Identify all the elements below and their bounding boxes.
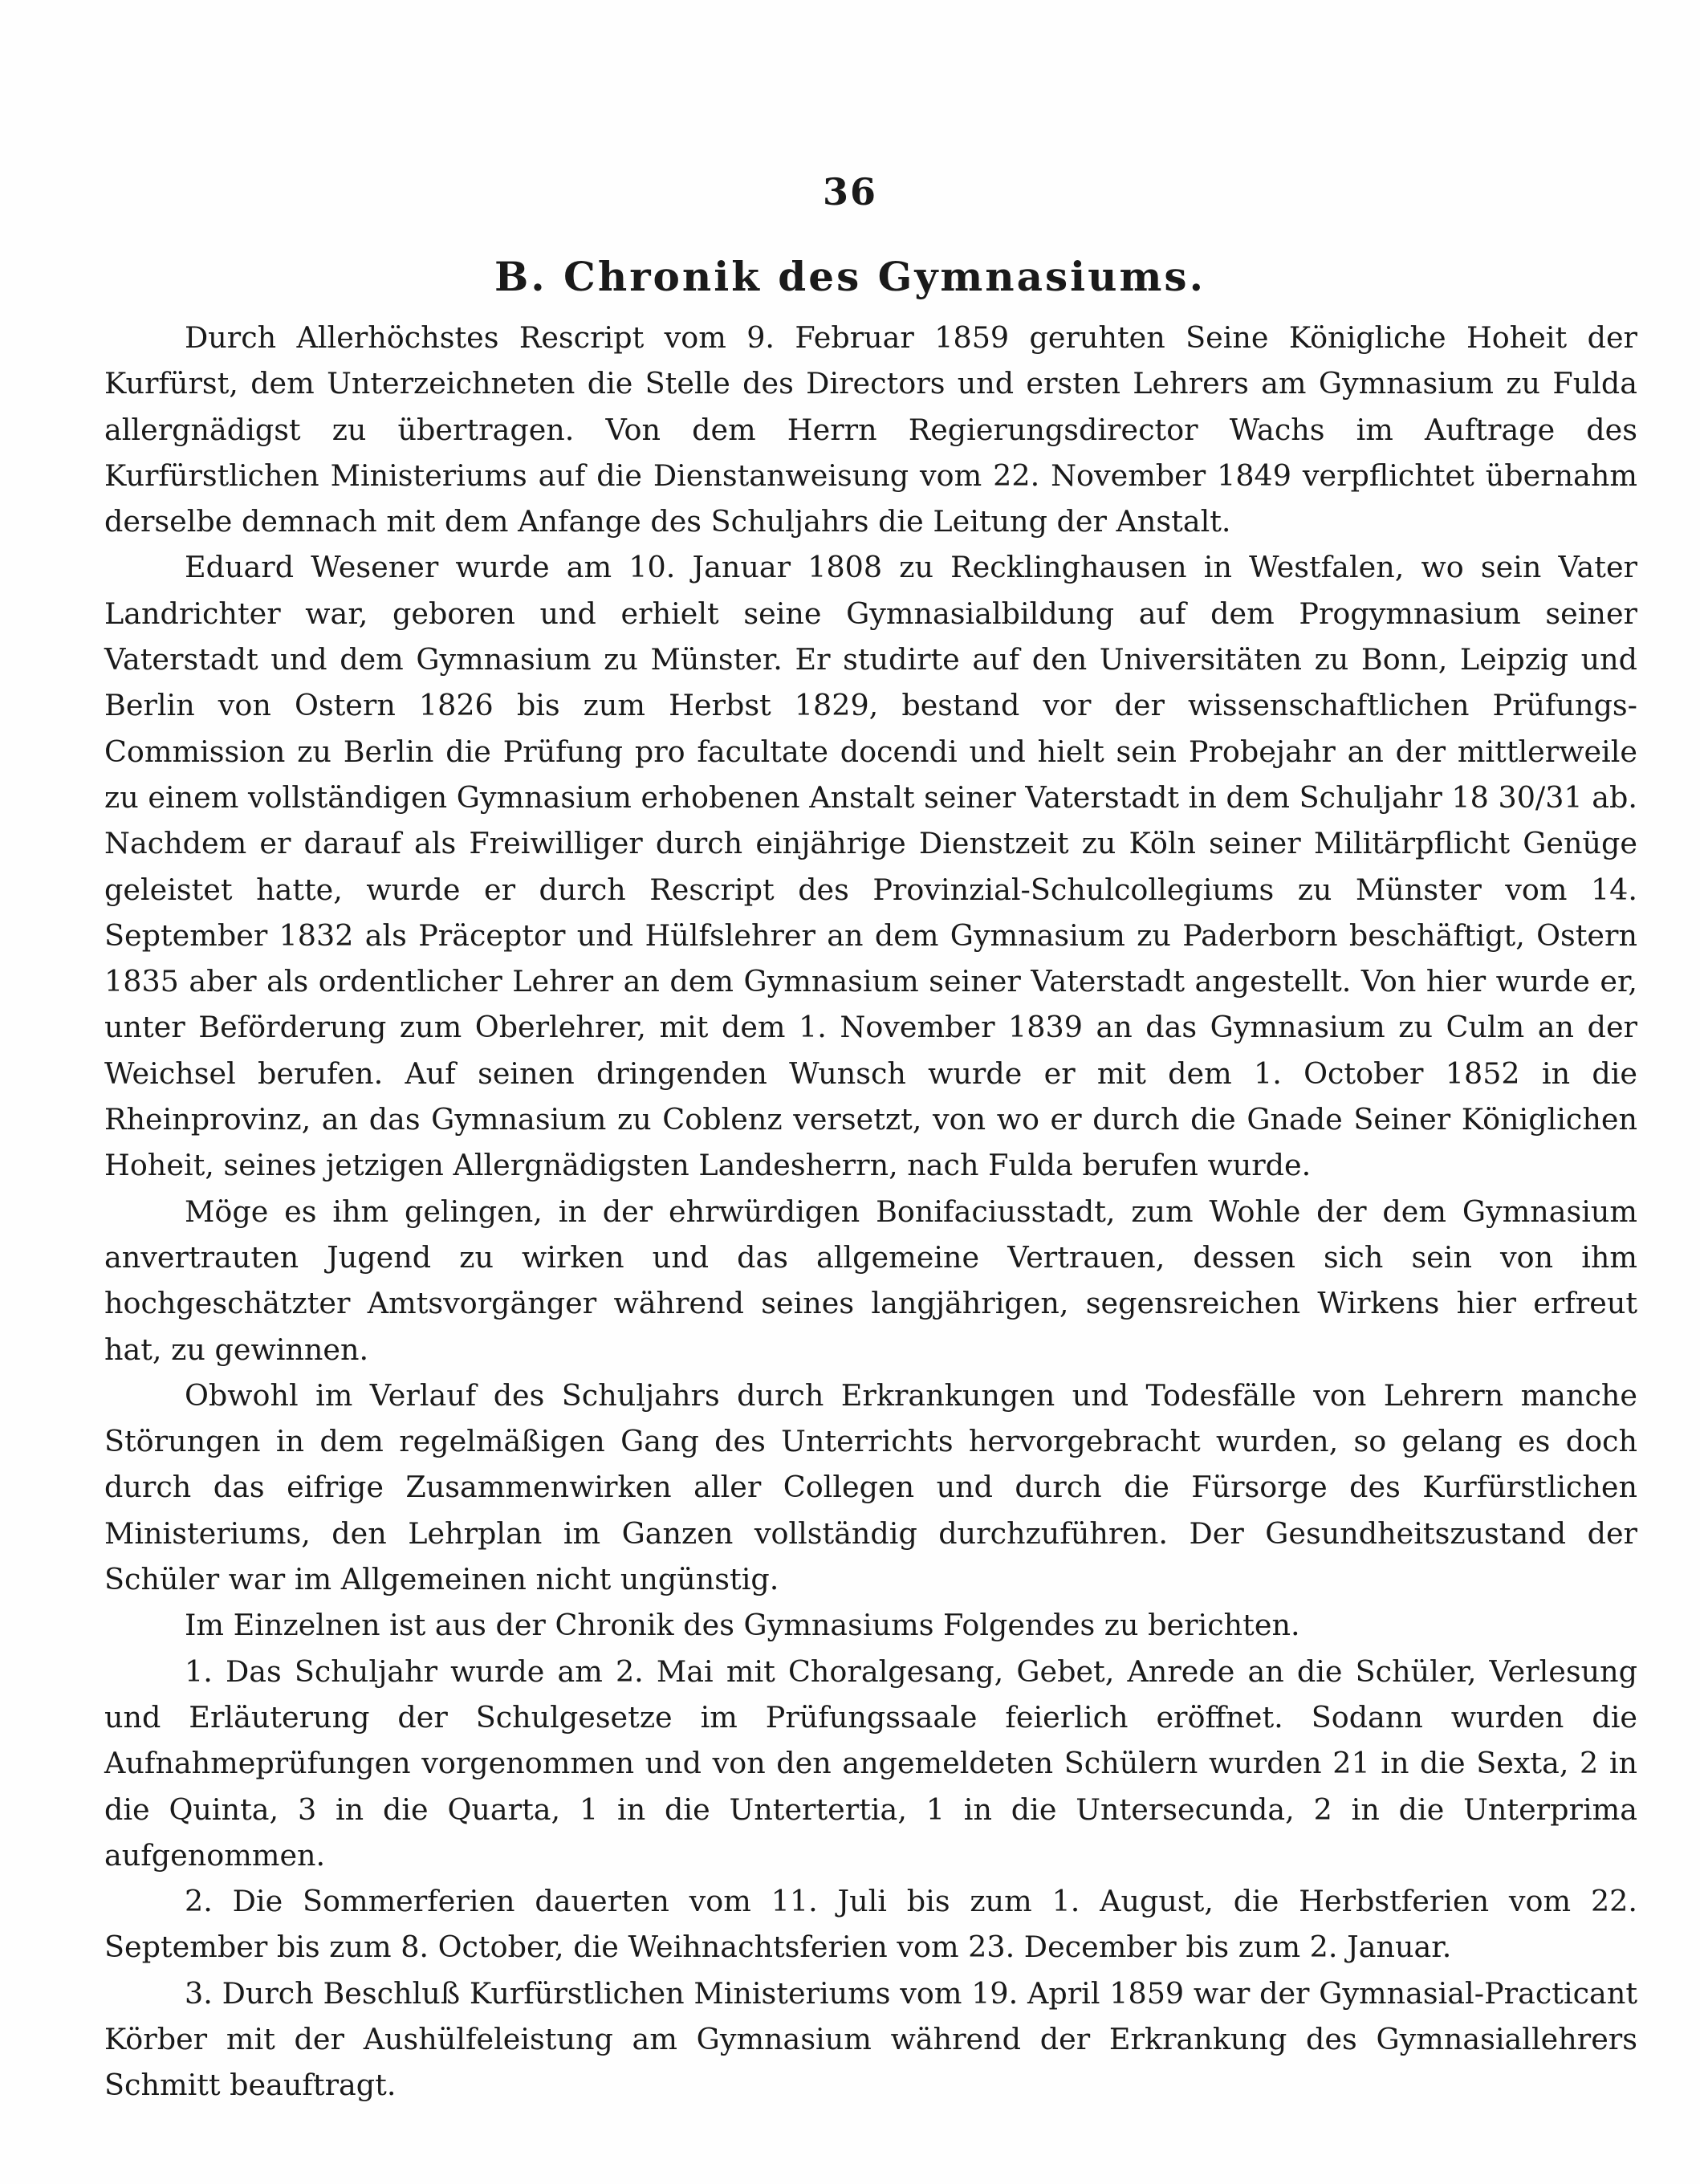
section-heading: B. Chronik des Gymnasiums. <box>494 253 1206 300</box>
paragraph-wishes: Möge es ihm gelingen, in der ehrwürdigen Bonifaciusstadt, zum Wohle der dem Gymnasium anvertrauten Jugend zu wirken und das allgemeine Vertrauen, dessen sich sein von ihm hochgeschätzter Amtsvorgänger während seines langjährigen, segensreichen Wirkens hier erfreut hat, zu gewinnen. <box>104 1194 1637 1367</box>
list-item-3: 3. Durch Beschluß Kurfürstlichen Ministeriums vom 19. April 1859 war der Gymnasial-Practicant Körber mit der Aushülfeleistung am Gymnasium während der Erkrankung des Gymnasiallehrers Schmitt beauftragt. <box>104 1975 1637 2103</box>
paragraph-chronicle-intro: Im Einzelnen ist aus der Chronik des Gymnasiums Folgendes zu berichten. <box>185 1608 1300 1643</box>
list-item-1: 1. Das Schuljahr wurde am 2. Mai mit Choralgesang, Gebet, Anrede an die Schüler, Verlesung und Erläuterung der Schulgesetze im Prüfungssaale feierlich eröffnet. Sodann wurden die Aufnahmeprüfungen vorgenommen und von den angemeldeten Schülern wurden 21 in die Sexta, 2 in die Quinta, 3 in die Quarta, 1 in die Untertertia, 1 in die Untersecunda, 2 in die Unterprima aufgenommen. <box>104 1653 1637 1873</box>
paragraph-biography: Eduard Wesener wurde am 10. Januar 1808 zu Recklinghausen in Westfalen, wo sein Vater Landrichter war, geboren und erhielt seine Gymnasialbildung auf dem Progymnasium seiner Vaterstadt und dem Gymnasium zu Münster. Er studirte auf den Universitäten zu Bonn, Leipzig und Berlin von Ostern 1826 bis zum Herbst 1829, bestand vor der wissenschaftlichen Prüfungs-Commission zu Berlin die Prüfung pro facultate docendi und hielt sein Probejahr an der mittlerweile zu einem vollständigen Gymnasium erhobenen Anstalt seiner Vaterstadt in dem Schuljahr 18 30/31 ab. Nachdem er darauf als Freiwilliger durch einjährige Dienstzeit zu Köln seiner Militärpflicht Genüge geleistet hatte, wurde er durch Rescript des Provinzial-Schulcollegiums zu Münster vom 14. September 1832 als Präceptor und Hülfslehrer an dem Gymnasium zu Paderborn beschäftigt, Ostern 1835 aber als ordentlicher Lehrer an dem Gymnasium seiner Vaterstadt angestellt. Von hier wurde er, unter Beförderung zum Oberlehrer, mit dem 1. November 1839 an das Gymnasium zu Culm an der Weichsel berufen. Auf seinen dringenden Wunsch wurde er mit dem 1. October 1852 in die Rheinprovinz, an das Gymnasium zu Coblenz versetzt, von wo er durch die Gnade Seiner Königlichen Hoheit, seines jetzigen Allergnädigsten Landesherrn, nach Fulda berufen wurde. <box>104 550 1637 1183</box>
page-number: 36 <box>822 170 877 214</box>
paragraph-appointment: Durch Allerhöchstes Rescript vom 9. Februar 1859 geruhten Seine Königliche Hoheit der Kurfürst, dem Unterzeichneten die Stelle des Directors und ersten Lehrers am Gymnasium zu Fulda allergnädigst zu übertragen. Von dem Herrn Regierungsdirector Wachs im Auftrage des Kurfürstlichen Ministeriums auf die Dienstanweisung vom 22. November 1849 verpflichtet übernahm derselbe demnach mit dem Anfange des Schuljahrs die Leitung der Anstalt. <box>104 320 1637 539</box>
list-item-2: 2. Die Sommerferien dauerten vom 11. Juli bis zum 1. August, die Herbstferien vom 22. September bis zum 8. October, die Weihnachtsferien vom 23. December bis zum 2. Januar. <box>104 1884 1637 1965</box>
body-text <box>104 315 1637 2109</box>
paragraph-school-year: Obwohl im Verlauf des Schuljahrs durch Erkrankungen und Todesfälle von Lehrern manche Störungen in dem regelmäßigen Gang des Unterrichts hervorgebracht wurden, so gelang es doch durch das eifrige Zusammenwirken aller Collegen und durch die Fürsorge des Kurfürstlichen Ministeriums, den Lehrplan im Ganzen vollständig durchzuführen. Der Gesundheitszustand der Schüler war im Allgemeinen nicht ungünstig. <box>104 1377 1637 1597</box>
